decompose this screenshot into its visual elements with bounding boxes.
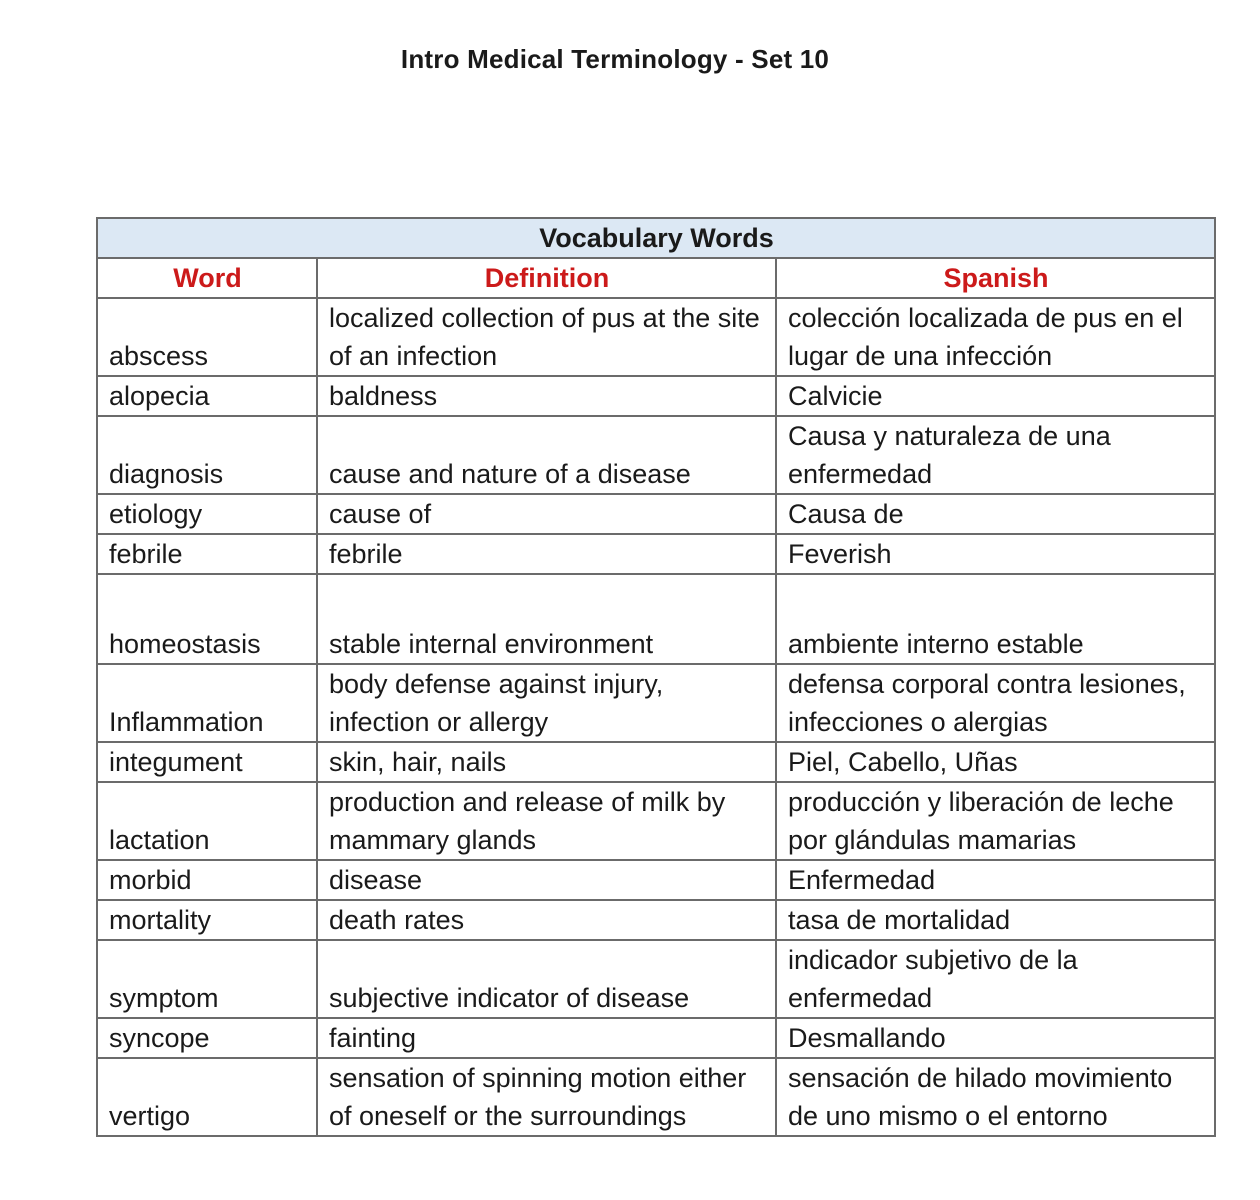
definition-cell: skin, hair, nails [317,742,776,782]
definition-cell: body defense against injury, infection or allergy [317,664,776,742]
word-cell: morbid [97,860,317,900]
word-cell: diagnosis [97,416,317,494]
table-row [97,534,1215,574]
spanish-cell: Causa de [776,494,1215,534]
table-row [97,376,1215,416]
word-cell: Inflammation [97,664,317,742]
definition-cell: baldness [317,376,776,416]
table-row [97,782,1215,860]
spanish-cell: Desmallando [776,1018,1215,1058]
header-word: Word [97,258,317,298]
word-cell: abscess [97,298,317,376]
word-cell: lactation [97,782,317,860]
definition-cell: disease [317,860,776,900]
definition-cell: cause of [317,494,776,534]
table-caption: Vocabulary Words [97,218,1215,258]
word-cell: homeostasis [97,574,317,664]
vocabulary-table [96,217,1216,1137]
table-row [97,860,1215,900]
table-row [97,900,1215,940]
spanish-cell: ambiente interno estable [776,574,1215,664]
table-row [97,742,1215,782]
spanish-cell: Enfermedad [776,860,1215,900]
word-cell: alopecia [97,376,317,416]
definition-cell: production and release of milk by mammary glands [317,782,776,860]
spanish-cell: Piel, Cabello, Uñas [776,742,1215,782]
header-row [97,258,1215,298]
definition-cell: sensation of spinning motion either of oneself or the surroundings [317,1058,776,1136]
table-row [97,494,1215,534]
header-spanish: Spanish [776,258,1215,298]
word-cell: symptom [97,940,317,1018]
definition-cell: febrile [317,534,776,574]
table-row [97,664,1215,742]
spanish-cell: indicador subjetivo de la enfermedad [776,940,1215,1018]
spanish-cell: producción y liberación de leche por glándulas mamarias [776,782,1215,860]
spanish-cell: Calvicie [776,376,1215,416]
table-row [97,1018,1215,1058]
document-title: Intro Medical Terminology - Set 10 [400,44,830,74]
table-row [97,1058,1215,1136]
word-cell: mortality [97,900,317,940]
definition-cell: localized collection of pus at the site of an infection [317,298,776,376]
word-cell: vertigo [97,1058,317,1136]
word-cell: etiology [97,494,317,534]
spanish-cell: defensa corporal contra lesiones, infecciones o alergias [776,664,1215,742]
spanish-cell: colección localizada de pus en el lugar de una infección [776,298,1215,376]
word-cell: syncope [97,1018,317,1058]
table-row [97,940,1215,1018]
definition-cell: subjective indicator of disease [317,940,776,1018]
definition-cell: cause and nature of a disease [317,416,776,494]
word-cell: integument [97,742,317,782]
table-row [97,298,1215,376]
caption-row [97,218,1215,258]
table-row [97,416,1215,494]
definition-cell: fainting [317,1018,776,1058]
spanish-cell: tasa de mortalidad [776,900,1215,940]
definition-cell: stable internal environment [317,574,776,664]
spanish-cell: Causa y naturaleza de una enfermedad [776,416,1215,494]
definition-cell: death rates [317,900,776,940]
spanish-cell: Feverish [776,534,1215,574]
word-cell: febrile [97,534,317,574]
header-definition: Definition [317,258,776,298]
spanish-cell: sensación de hilado movimiento de uno mismo o el entorno [776,1058,1215,1136]
table-row [97,574,1215,664]
